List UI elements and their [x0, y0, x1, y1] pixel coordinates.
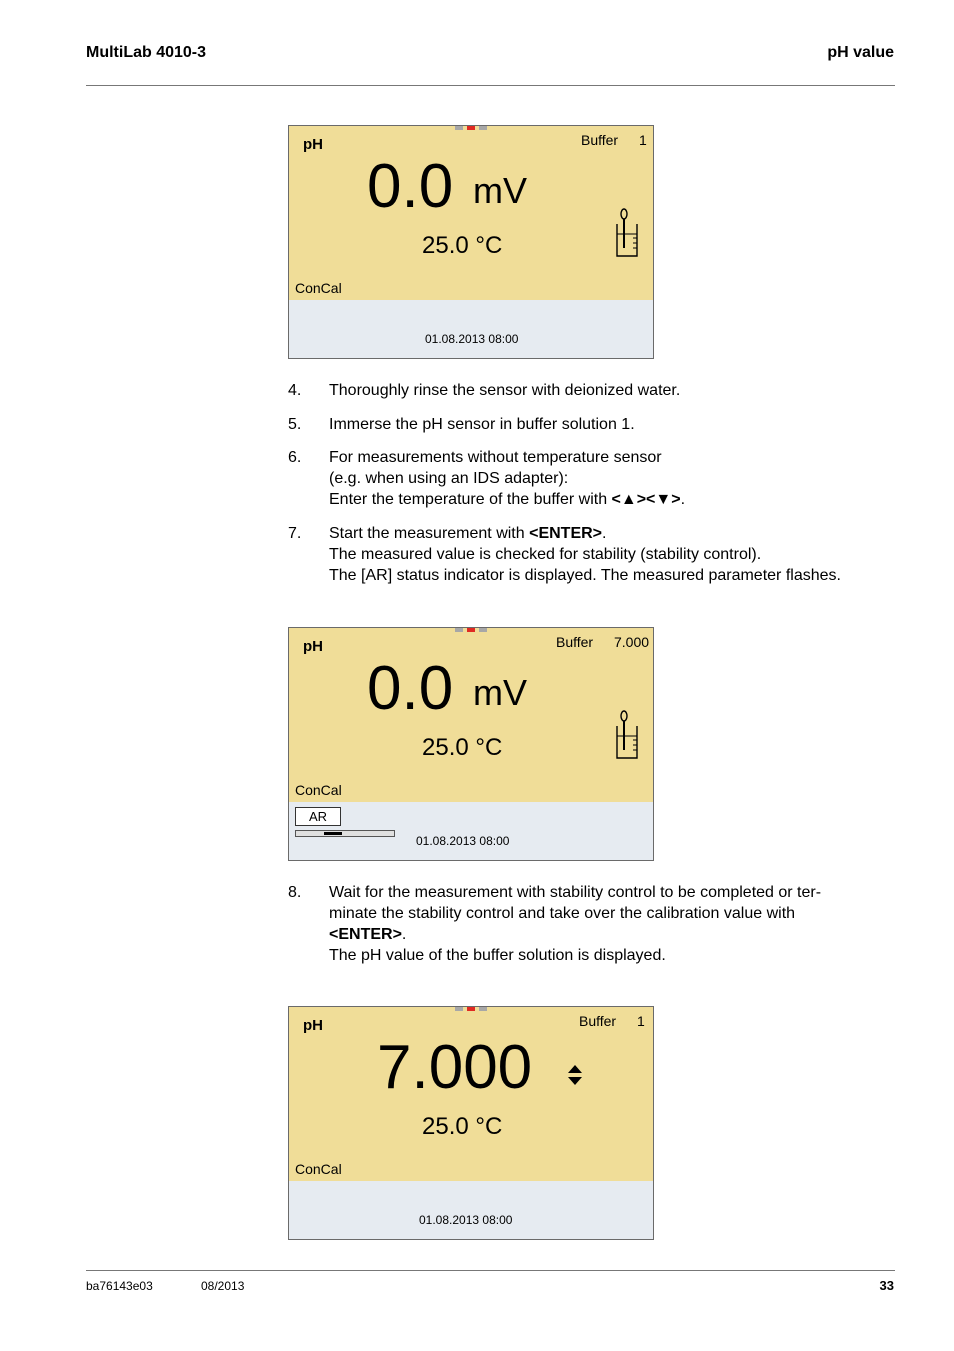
parameter-label: pH	[303, 1017, 323, 1034]
enter-key: <ENTER>	[329, 926, 402, 943]
up-down-arrows-icon	[566, 1064, 584, 1086]
buffer-number: 7.000	[614, 634, 650, 650]
step-text: .	[680, 491, 686, 508]
step-text: Thoroughly rinse the sensor with deionized water.	[329, 382, 681, 399]
header-title: MultiLab 4010-3	[86, 44, 207, 61]
step-text: For measurements without temperature sensor	[329, 449, 662, 466]
measured-value: 0.0	[367, 152, 454, 221]
step-number: 4.	[288, 382, 302, 399]
indicator-dots	[455, 628, 487, 632]
buffer-label: Buffer	[581, 132, 619, 148]
measured-unit: mV	[473, 672, 527, 713]
temperature-value: 25.0 °C	[422, 232, 503, 259]
stability-progress-bar	[295, 830, 395, 837]
status-bar	[289, 1181, 653, 1239]
status-bar	[289, 300, 653, 358]
date-time: 01.08.2013 08:00	[425, 332, 519, 346]
page-number: 33	[879, 1278, 894, 1293]
step-number: 6.	[288, 449, 302, 466]
date-time: 01.08.2013 08:00	[416, 834, 510, 848]
calibration-mode: ConCal	[295, 782, 342, 798]
step-text: (e.g. when using an IDS adapter):	[329, 470, 569, 487]
beaker-sensor-icon	[615, 208, 641, 258]
enter-key: <ENTER>	[529, 525, 603, 542]
step-text: Enter the temperature of the buffer with	[329, 491, 612, 508]
buffer-number: 1	[639, 132, 647, 148]
date-time: 01.08.2013 08:00	[419, 1213, 513, 1227]
step-number: 7.	[288, 525, 302, 542]
step-text: Start the measurement with	[329, 525, 530, 542]
step-text: The pH value of the buffer solution is displayed.	[329, 947, 666, 964]
arrow-keys: <▲><▼>	[611, 491, 681, 508]
temperature-value: 25.0 °C	[422, 1113, 503, 1140]
meter-display-3	[288, 1006, 654, 1240]
step-number: 8.	[288, 884, 302, 901]
buffer-number: 1	[637, 1013, 645, 1029]
ar-indicator: AR	[295, 807, 341, 826]
footer-date: 08/2013	[201, 1279, 245, 1293]
step-text: .	[401, 926, 407, 943]
step-text: Wait for the measurement with stability control to be completed or ter-	[329, 884, 822, 901]
measured-value: 7.000	[377, 1033, 533, 1102]
footer-doc-id: ba76143e03	[86, 1279, 153, 1293]
parameter-label: pH	[303, 136, 323, 153]
header-section: pH value	[827, 44, 894, 61]
step-text: The measured value is checked for stability (stability control).	[329, 546, 762, 563]
calibration-mode: ConCal	[295, 280, 342, 296]
step-text: The [AR] status indicator is displayed. The measured parameter flashes.	[329, 567, 841, 584]
measured-value: 0.0	[367, 654, 454, 723]
beaker-sensor-icon	[615, 710, 641, 760]
indicator-dots	[455, 126, 487, 130]
step-text: Immerse the pH sensor in buffer solution 1.	[329, 416, 635, 433]
meter-display-2	[288, 627, 654, 861]
measured-unit: mV	[473, 170, 527, 211]
footer-divider	[86, 1270, 895, 1271]
temperature-value: 25.0 °C	[422, 734, 503, 761]
buffer-label: Buffer	[579, 1013, 617, 1029]
step-text: minate the stability control and take over the calibration value with	[329, 905, 796, 922]
indicator-dots	[455, 1007, 487, 1011]
step-text: .	[602, 525, 607, 542]
buffer-label: Buffer	[556, 634, 594, 650]
calibration-mode: ConCal	[295, 1161, 342, 1177]
meter-display-1	[288, 125, 654, 359]
header-divider	[86, 85, 895, 86]
step-number: 5.	[288, 416, 302, 433]
parameter-label: pH	[303, 638, 323, 655]
